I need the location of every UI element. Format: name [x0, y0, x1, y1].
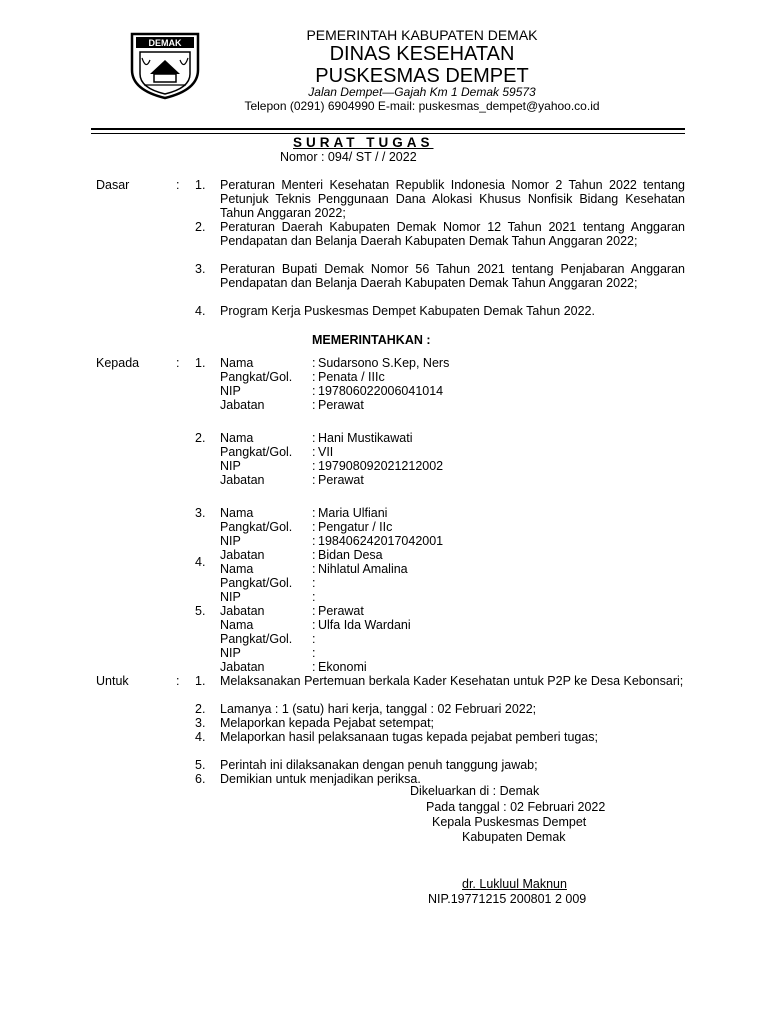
person-2-nip-label: NIP: [220, 459, 241, 473]
kepada-colon: :: [176, 356, 180, 370]
signer-nip: NIP.19771215 200801 2 009: [428, 892, 587, 906]
untuk-item-5: Perintah ini dilaksanakan dengan penuh tanggung jawab;: [220, 758, 538, 772]
field-colon: :: [312, 431, 316, 445]
untuk-item-1: Melaksanakan Pertemuan berkala Kader Kesehatan untuk P2P ke Desa Kebonsari;: [220, 674, 684, 688]
field-colon: :: [312, 506, 316, 520]
dasar-item-2: Peraturan Daerah Kabupaten Demak Nomor 12 Tahun 2021 tentang Anggaran Pendapatan dan Belanja Daerah Kabupaten Demak Tahun Anggaran 2022;: [220, 220, 685, 248]
person-3-jabatan-label: Jabatan: [220, 548, 265, 562]
person-1-nip: 197806022006041014: [318, 384, 444, 398]
person-4-nip-label: NIP: [220, 590, 241, 604]
kepada-label: Kepada: [96, 356, 140, 370]
person-2-jabatan-label: Jabatan: [220, 473, 265, 487]
field-colon: :: [312, 445, 316, 459]
untuk-item-4: Melaporkan hasil pelaksanaan tugas kepada pejabat pemberi tugas;: [220, 730, 599, 744]
dasar-colon: :: [176, 178, 180, 192]
document-number: Nomor : 094/ ST / / 2022: [280, 150, 417, 164]
dasar-item-3: Peraturan Bupati Demak Nomor 56 Tahun 2021 tentang Penjabaran Anggaran Pendapatan dan Belanja Daerah Kabupaten Demak Tahun Anggaran 2022;: [220, 262, 685, 290]
untuk-num-6: 6.: [195, 772, 206, 786]
header-line-3: PUSKESMAS DEMPET: [315, 65, 529, 87]
person-1-nama-label: Nama: [220, 356, 254, 370]
field-colon: :: [312, 459, 316, 473]
field-colon: :: [312, 646, 316, 660]
field-colon: :: [312, 604, 316, 618]
person-5-nip-label: NIP: [220, 646, 241, 660]
signer-title-1: Kepala Puskesmas Dempet: [432, 815, 587, 829]
person-5-pangkat-label: Pangkat/Gol.: [220, 632, 293, 646]
untuk-num-2: 2.: [195, 702, 206, 716]
untuk-item-6: Demikian untuk menjadikan periksa.: [220, 772, 421, 786]
untuk-item-3: Melaporkan kepada Pejabat setempat;: [220, 716, 435, 730]
person-2-num: 2.: [195, 431, 206, 445]
person-4-num: 4.: [195, 555, 206, 569]
person-3-num: 3.: [195, 506, 206, 520]
person-1-jabatan: Perawat: [318, 398, 364, 412]
person-1-num: 1.: [195, 356, 206, 370]
person-4-nama: Nihlatul Amalina: [318, 562, 408, 576]
person-3-nama: Maria Ulfiani: [318, 506, 388, 520]
untuk-num-1: 1.: [195, 674, 206, 688]
field-colon: :: [312, 398, 316, 412]
person-3-pangkat-label: Pangkat/Gol.: [220, 520, 293, 534]
person-3-pangkat: Pengatur / IIc: [318, 520, 393, 534]
dasar-num-2: 2.: [195, 220, 206, 234]
person-2-nip: 197908092021212002: [318, 459, 444, 473]
field-colon: :: [312, 356, 316, 370]
header-phone: Telepon (0291) 6904990 E-mail: puskesmas_dempet@yahoo.co.id: [244, 99, 600, 113]
person-1-nip-label: NIP: [220, 384, 241, 398]
person-1-pangkat: Penata / IIIc: [318, 370, 385, 384]
field-colon: :: [312, 520, 316, 534]
untuk-colon: :: [176, 674, 180, 688]
field-colon: :: [312, 590, 316, 604]
memerintahkan-heading: MEMERINTAHKAN :: [312, 333, 431, 347]
field-colon: :: [312, 618, 316, 632]
signer-title-2: Kabupaten Demak: [462, 830, 566, 844]
header-line-2: DINAS KESEHATAN: [329, 43, 515, 65]
field-colon: :: [312, 473, 316, 487]
issued-date: Pada tanggal : 02 Februari 2022: [426, 800, 606, 814]
person-3-nama-label: Nama: [220, 506, 254, 520]
dasar-num-4: 4.: [195, 304, 206, 318]
dasar-item-4: Program Kerja Puskesmas Dempet Kabupaten Demak Tahun 2022.: [220, 304, 595, 318]
demak-logo: [126, 30, 204, 100]
field-colon: :: [312, 548, 316, 562]
person-5-num: 5.: [195, 604, 206, 618]
field-colon: :: [312, 660, 316, 674]
person-1-nama: Sudarsono S.Kep, Ners: [318, 356, 450, 370]
header-rule-thick: [91, 128, 685, 130]
field-colon: :: [312, 562, 316, 576]
person-3-jabatan: Bidan Desa: [318, 548, 383, 562]
untuk-num-3: 3.: [195, 716, 206, 730]
person-2-jabatan: Perawat: [318, 473, 364, 487]
document-title: SURAT TUGAS: [293, 135, 434, 150]
person-5-nama: Ulfa Ida Wardani: [318, 618, 411, 632]
dasar-item-1: Peraturan Menteri Kesehatan Republik Indonesia Nomor 2 Tahun 2022 tentang Petunjuk Teknis Penggunaan Dana Alokasi Khusus Nonfisik Bidang Kesehatan Tahun Anggaran 2022;: [220, 178, 685, 220]
header-rule-thin: [91, 133, 685, 134]
field-colon: :: [312, 384, 316, 398]
person-5-jabatan: Ekonomi: [318, 660, 367, 674]
person-4-pangkat-label: Pangkat/Gol.: [220, 576, 293, 590]
field-colon: :: [312, 576, 316, 590]
person-2-pangkat-label: Pangkat/Gol.: [220, 445, 293, 459]
field-colon: :: [312, 534, 316, 548]
untuk-label: Untuk: [96, 674, 129, 688]
person-2-pangkat: VII: [318, 445, 334, 459]
person-5-nama-label: Nama: [220, 618, 254, 632]
person-1-pangkat-label: Pangkat/Gol.: [220, 370, 293, 384]
issued-at: Dikeluarkan di : Demak: [410, 784, 540, 798]
header-line-1: PEMERINTAH KABUPATEN DEMAK: [306, 27, 538, 43]
person-2-nama: Hani Mustikawati: [318, 431, 413, 445]
untuk-num-5: 5.: [195, 758, 206, 772]
person-3-nip: 198406242017042001: [318, 534, 444, 548]
untuk-num-4: 4.: [195, 730, 206, 744]
person-4-jabatan: Perawat: [318, 604, 364, 618]
dasar-num-1: 1.: [195, 178, 206, 192]
dasar-label: Dasar: [96, 178, 130, 192]
untuk-item-2: Lamanya : 1 (satu) hari kerja, tanggal : 02 Februari 2022;: [220, 702, 537, 716]
person-3-nip-label: NIP: [220, 534, 241, 548]
header-address: Jalan Dempet—Gajah Km 1 Demak 59573: [308, 85, 536, 99]
logo-text: DEMAK: [148, 38, 182, 48]
person-4-jabatan-label: Jabatan: [220, 604, 265, 618]
signer-name: dr. Lukluul Maknun: [462, 877, 567, 891]
field-colon: :: [312, 370, 316, 384]
person-5-jabatan-label: Jabatan: [220, 660, 265, 674]
person-4-nama-label: Nama: [220, 562, 254, 576]
person-2-nama-label: Nama: [220, 431, 254, 445]
field-colon: :: [312, 632, 316, 646]
dasar-num-3: 3.: [195, 262, 206, 276]
person-1-jabatan-label: Jabatan: [220, 398, 265, 412]
